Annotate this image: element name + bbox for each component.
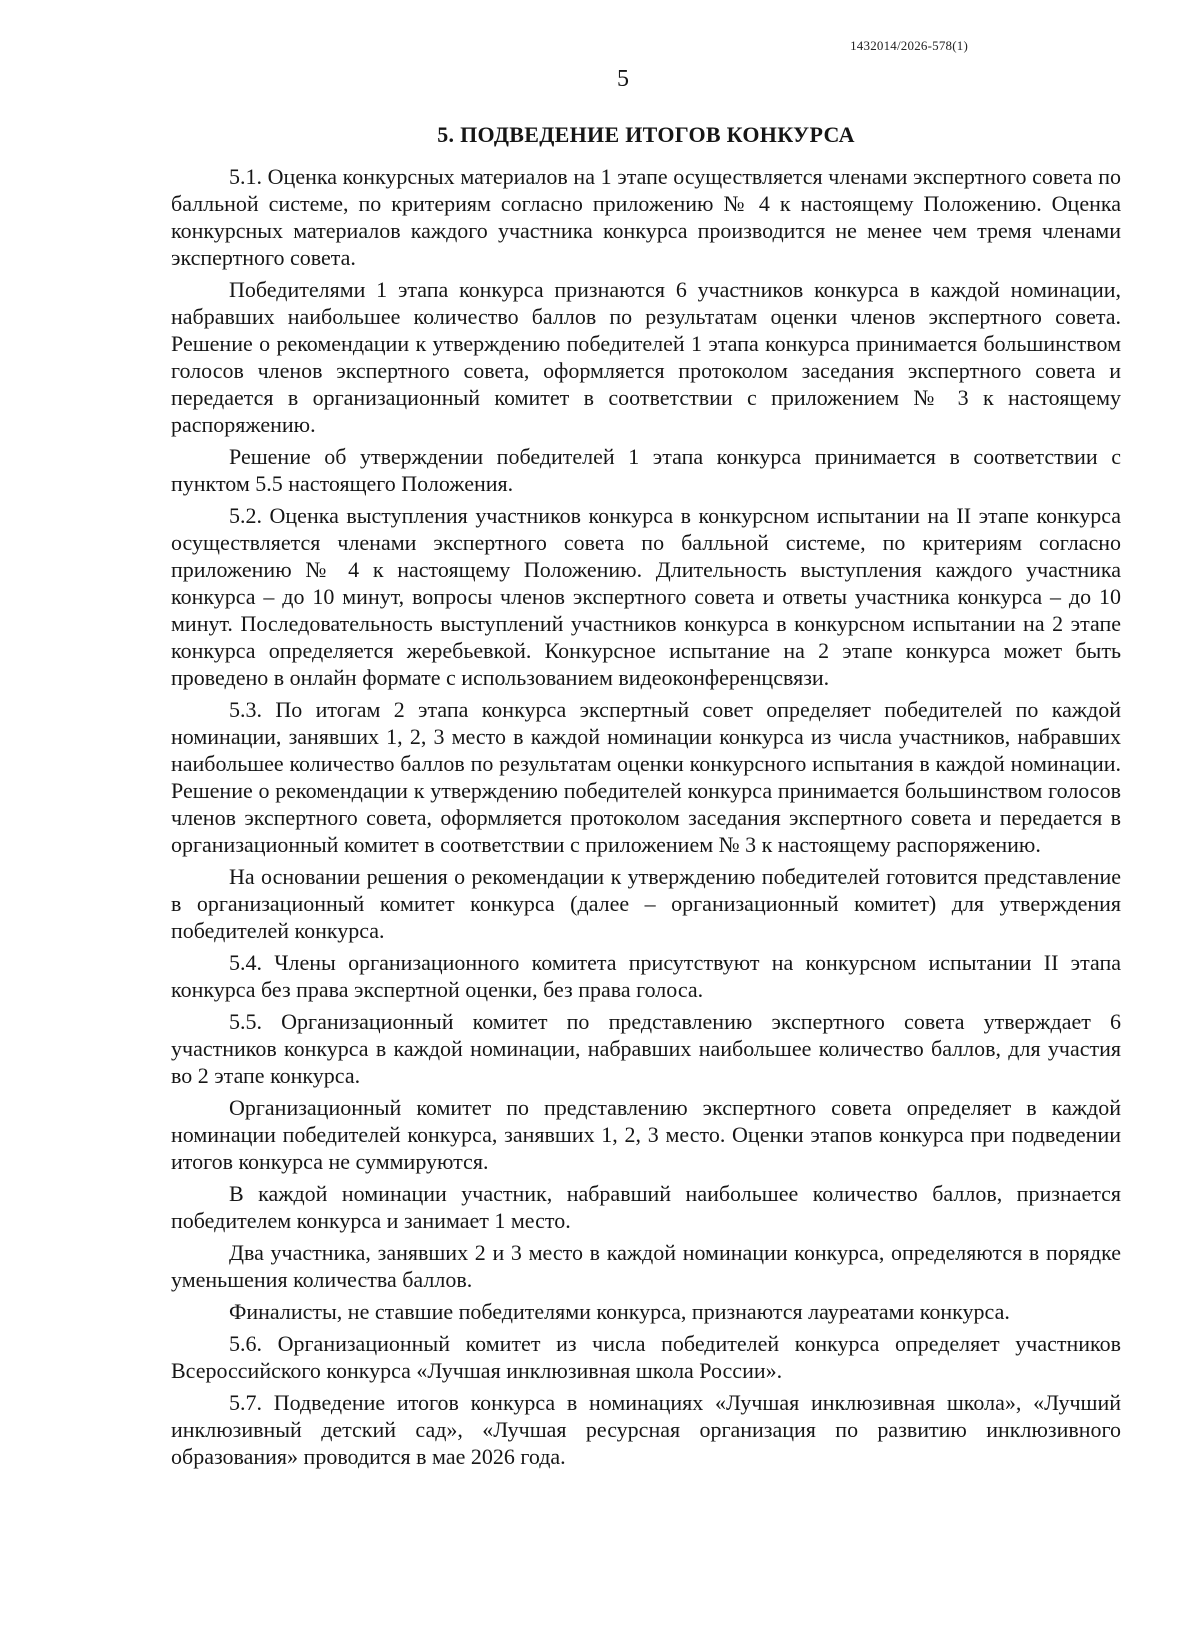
section-heading: 5. ПОДВЕДЕНИЕ ИТОГОВ КОНКУРСА	[437, 122, 855, 147]
document-number: 1432014/2026-578(1)	[850, 38, 968, 53]
paragraph-stage1-winners: Победителями 1 этапа конкурса признаются 6 участников конкурса в каждой номинации, набравших наибольшее количество баллов по результатам оценки членов экспертного совета. Решение о рекомендации к утверждению победителей 1 этапа конкурса принимается большинством голосов членов экспертного совета, оформляется протоколом заседания экспертного совета и передается в организационный комитет в соответствии с приложением № 3 к настоящему распоряжению.	[171, 277, 1121, 437]
paragraph-committee-submission: На основании решения о рекомендации к утверждению победителей готовится представление в организационный комитет конкурса (далее – организационный комитет) для утверждения победителей конкурса.	[171, 864, 1121, 943]
paragraph-stage1-approval: Решение об утверждении победителей 1 этапа конкурса принимается в соответствии с пунктом 5.5 настоящего Положения.	[171, 444, 1121, 496]
paragraph-5-3: 5.3. По итогам 2 этапа конкурса экспертный совет определяет победителей по каждой номинации, занявших 1, 2, 3 место в каждой номинации конкурса из числа участников, набравших наибольшее количество баллов по результатам оценки конкурсного испытания в каждой номинации. Решение о рекомендации к утверждению победителей конкурса принимается большинством голосов членов экспертного совета, оформляется протоколом заседания экспертного совета и передается в организационный комитет в соответствии с приложением № 3 к настоящему распоряжению.	[171, 697, 1121, 857]
paragraph-second-third-place: Два участника, занявших 2 и 3 место в каждой номинации конкурса, определяются в порядке уменьшения количества баллов.	[171, 1240, 1121, 1292]
paragraph-5-4: 5.4. Члены организационного комитета присутствуют на конкурсном испытании II этапа конкурса без права экспертной оценки, без права голоса.	[171, 950, 1121, 1002]
page-number: 5	[617, 66, 629, 92]
paragraph-5-2: 5.2. Оценка выступления участников конкурса в конкурсном испытании на II этапе конкурса осуществляется членами экспертного совета по балльной системе, по критериям согласно приложению № 4 к настоящему Положению. Длительность выступления каждого участника конкурса – до 10 минут, вопросы членов экспертного совета и ответы участника конкурса – до 10 минут. Последовательность выступлений участников конкурса в конкурсном испытании на 2 этапе конкурса определяется жеребьевкой. Конкурсное испытание на 2 этапе конкурса может быть проведено в онлайн формате с использованием видеоконференцсвязи.	[171, 503, 1121, 690]
paragraph-laureates: Финалисты, не ставшие победителями конкурса, признаются лауреатами конкурса.	[229, 1299, 1010, 1324]
paragraph-5-7: 5.7. Подведение итогов конкурса в номинациях «Лучшая инклюзивная школа», «Лучший инклюзивный детский сад», «Лучшая ресурсная организация по развитию инклюзивного образования» проводится в мае 2026 года.	[171, 1390, 1121, 1469]
paragraph-5-5: 5.5. Организационный комитет по представлению экспертного совета утверждает 6 участников конкурса в каждой номинации, набравших наибольшее количество баллов, для участия во 2 этапе конкурса.	[171, 1009, 1121, 1088]
paragraph-5-1: 5.1. Оценка конкурсных материалов на 1 этапе осуществляется членами экспертного совета по балльной системе, по критериям согласно приложению № 4 к настоящему Положению. Оценка конкурсных материалов каждого участника конкурса производится не менее чем тремя членами экспертного совета.	[171, 164, 1121, 270]
paragraph-places-determination: Организационный комитет по представлению экспертного совета определяет в каждой номинации победителей конкурса, занявших 1, 2, 3 место. Оценки этапов конкурса при подведении итогов конкурса не суммируются.	[171, 1095, 1121, 1174]
body-text	[171, 163, 1121, 1470]
paragraph-5-6: 5.6. Организационный комитет из числа победителей конкурса определяет участников Всероссийского конкурса «Лучшая инклюзивная школа России».	[171, 1331, 1121, 1383]
paragraph-first-place: В каждой номинации участник, набравший наибольшее количество баллов, признается победителем конкурса и занимает 1 место.	[171, 1181, 1121, 1233]
